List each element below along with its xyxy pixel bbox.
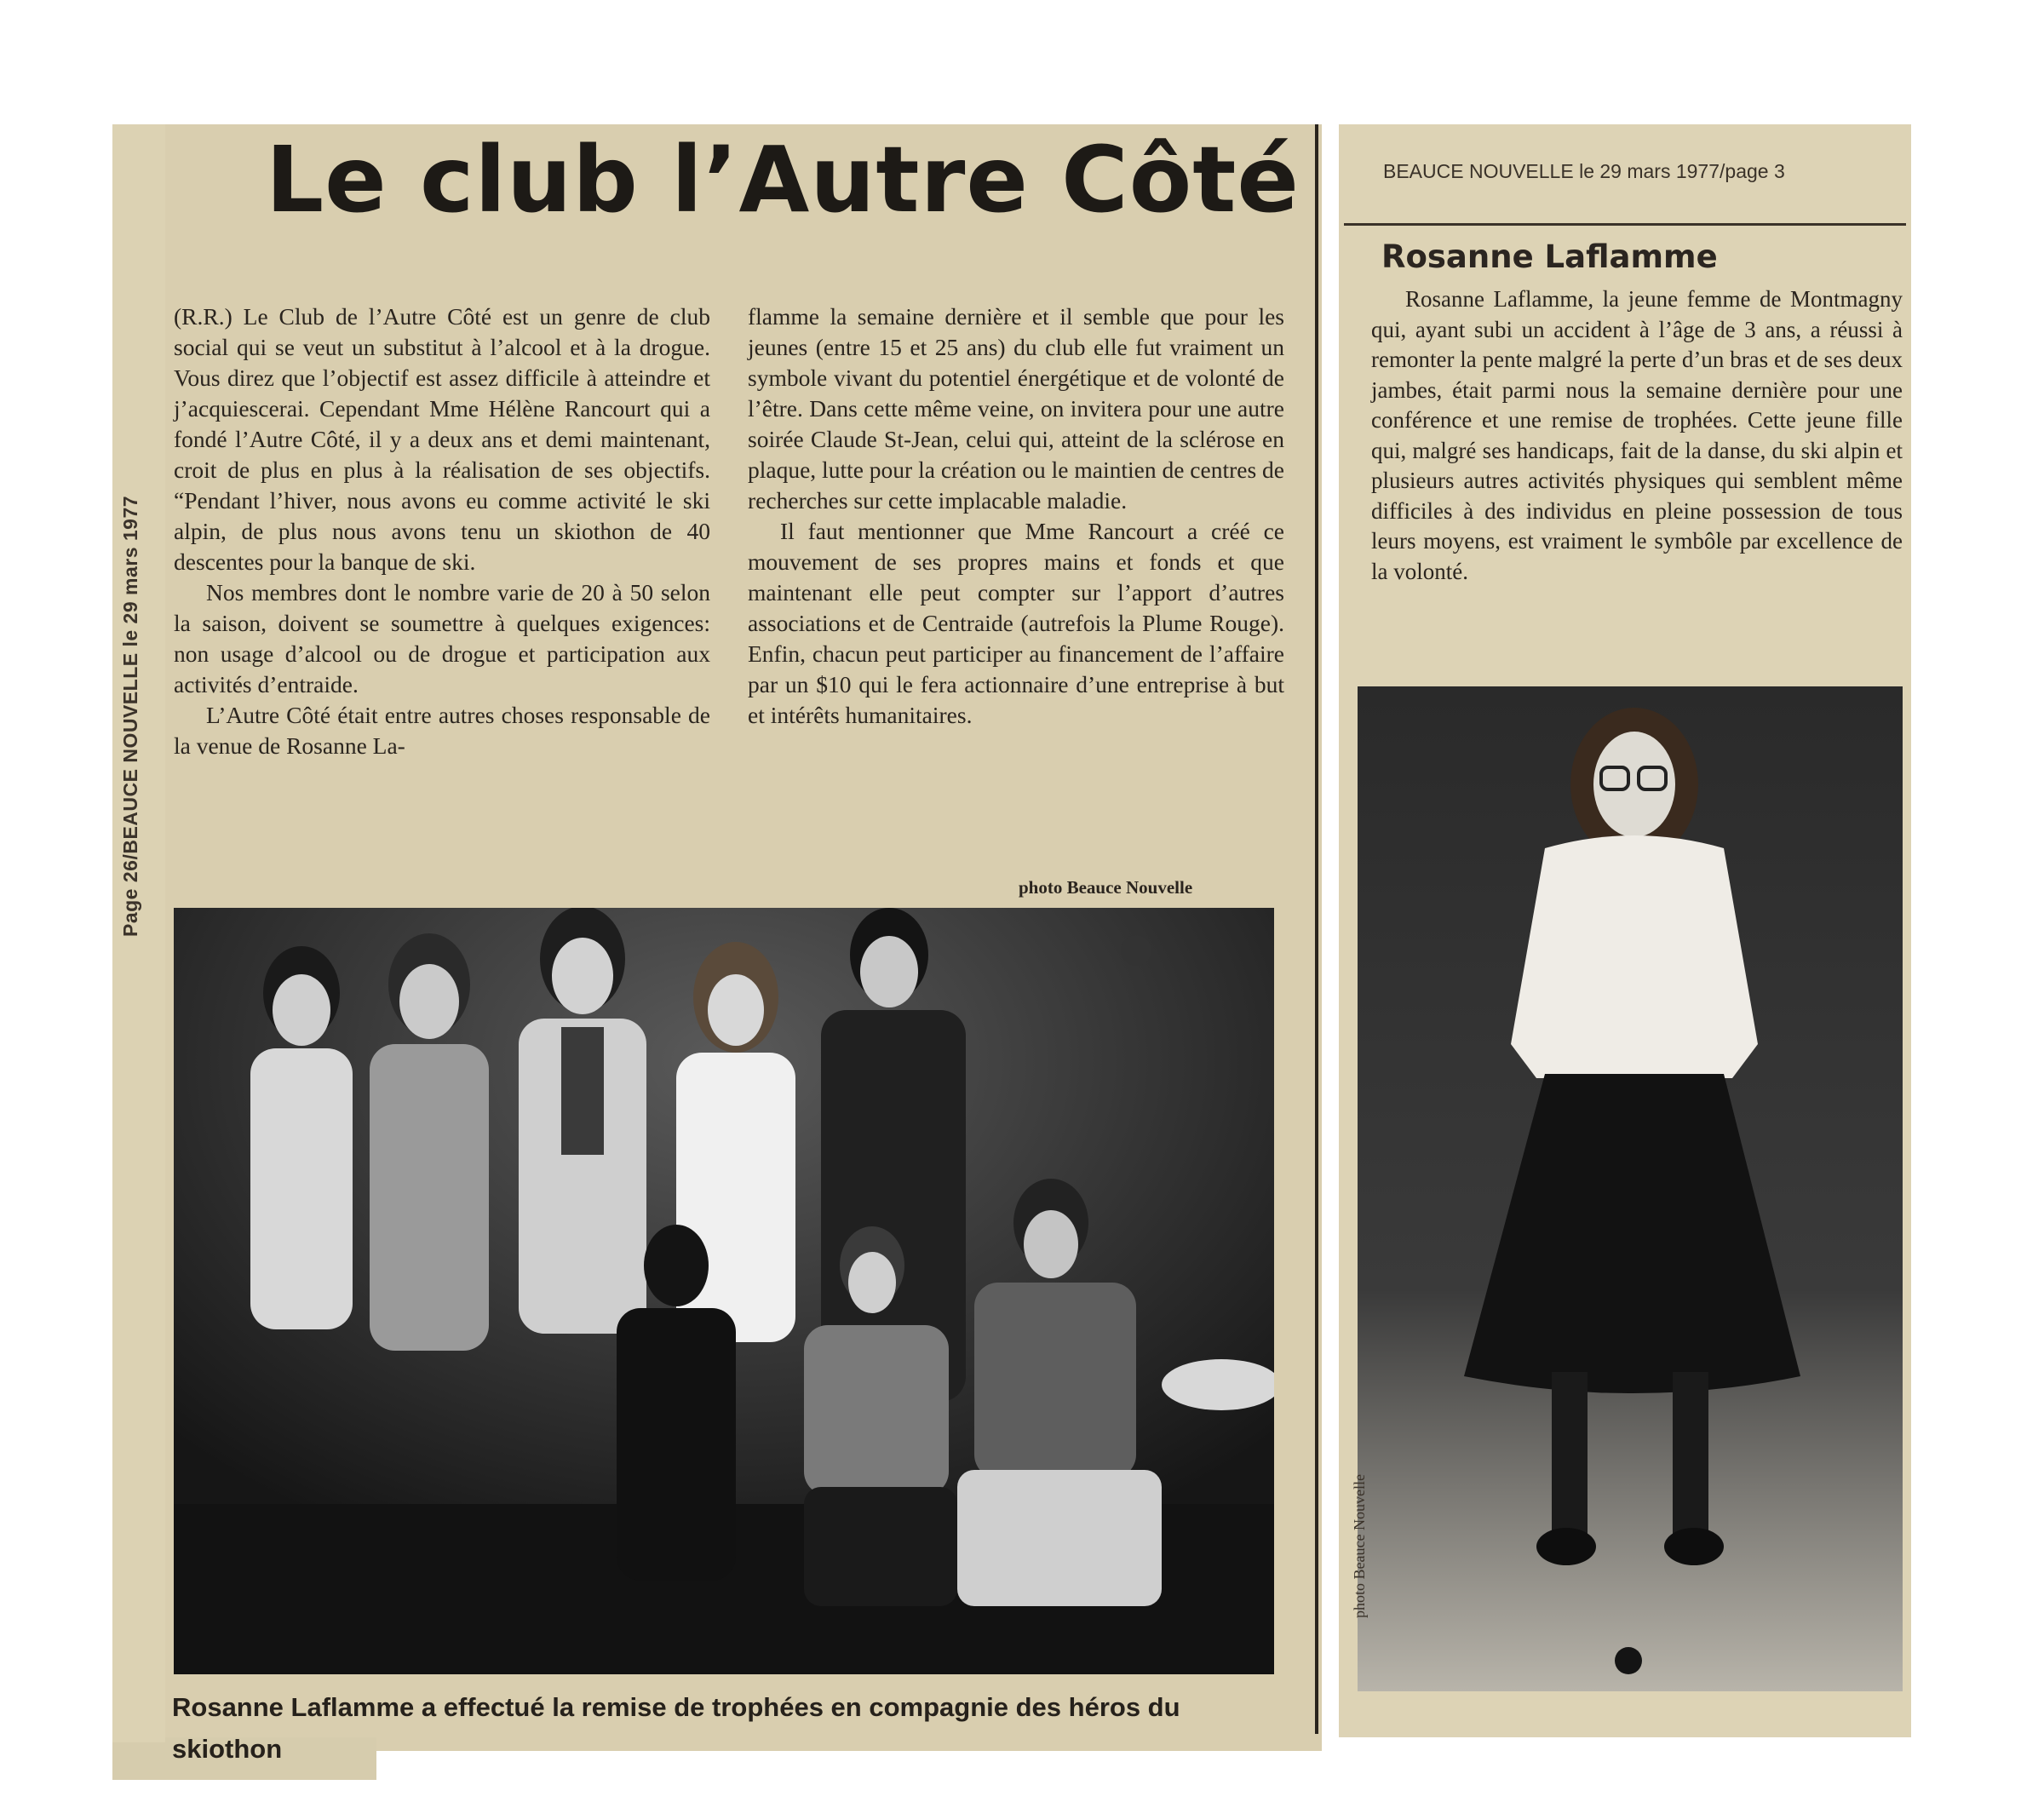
article-title: Rosanne Laflamme [1381, 238, 1718, 275]
photo-credit: photo Beauce Nouvelle [1019, 877, 1193, 898]
end-bullet-icon [1615, 1647, 1642, 1674]
article-paragraph: (R.R.) Le Club de l’Autre Côté est un genre de club social qui se veut un substitut à l’alcool et à la drogue. Vous direz que l’objectif est assez difficile à atteindre et j’acquiescerai. Cependant Mme Hélène Rancourt qui a fondé l’Autre Côté, il y a deux ans et demi maintenant, croit de plus en plus à la réalisation de ses objectifs. “Pendant l’hiver, nous avons eu comme activité le ski alpin, de plus nous avons tenu un skiothon de 40 descentes pour la banque de ski. [174, 303, 710, 575]
group-photo [174, 908, 1274, 1674]
group-photo-image [174, 908, 1274, 1674]
photo-caption: Rosanne Laflamme a effectué la remise de trophées en compagnie des héros du skiothon [172, 1692, 1180, 1764]
article-paragraph: Il faut mentionner que Mme Rancourt a créé ce mouvement de ses propres mains et fonds et que maintenant elle peut compter sur l’apport d’autres associations et de Centraide (autrefois la Plume Rouge). Enfin, chacun peut participer au financement de l’affaire par un $10 qui le fera actionnaire d’une entreprise à but et intérêts humanitaires. [748, 518, 1284, 728]
header-rule [1344, 223, 1906, 226]
article-column-2 [748, 301, 1284, 731]
portrait-photo-image [1358, 686, 1903, 1691]
article-paragraph: Nos membres dont le nombre varie de 20 à 50 selon la saison, doivent se soumettre à quelques exigences: non usage d’alcool ou de drogue et participation aux activités d’entraide. [174, 579, 710, 697]
article-paragraph: flamme la semaine dernière et il semble que pour les jeunes (entre 15 et 25 ans) du club elle fut vraiment un symbole vivant du potentiel énergétique et de volonté de l’être. Dans cette même veine, on invitera pour une autre soirée Claude St-Jean, celui qui, atteint de la sclérose en plaque, lutte pour la création ou le maintien de centres de recherches sur cette implacable maladie. [748, 303, 1284, 514]
page-folio-vertical: Page 26/BEAUCE NOUVELLE le 29 mars 1977 [119, 495, 141, 937]
headline: Le club l’Autre Côté [266, 128, 1300, 233]
article-paragraph: L’Autre Côté était entre autres choses responsable de la venue de Rosanne La- [174, 702, 710, 759]
article-body: Rosanne Laflamme, la jeune femme de Montmagny qui, ayant subi un accident à l’âge de 3 ans, a réussi à remonter la pente malgré la perte d’un bras et de ses deux jambes, était parmi nous la semaine dernière pour une conférence et une remise de trophées. Cette jeune fille qui, malgré ses handicaps, fait de la danse, du ski alpin et plusieurs autres activités physiques qui semblent même difficiles à des individus en pleine possession de tous leurs moyens, est vraiment le symbôle par excellence de la volonté. [1371, 286, 1903, 584]
article-column-1 [174, 301, 710, 761]
portrait-photo [1358, 686, 1903, 1691]
column-rule [1315, 124, 1318, 1734]
page-header: BEAUCE NOUVELLE le 29 mars 1977/page 3 [1383, 160, 1785, 182]
photo-credit-vertical: photo Beauce Nouvelle [1351, 1474, 1368, 1618]
